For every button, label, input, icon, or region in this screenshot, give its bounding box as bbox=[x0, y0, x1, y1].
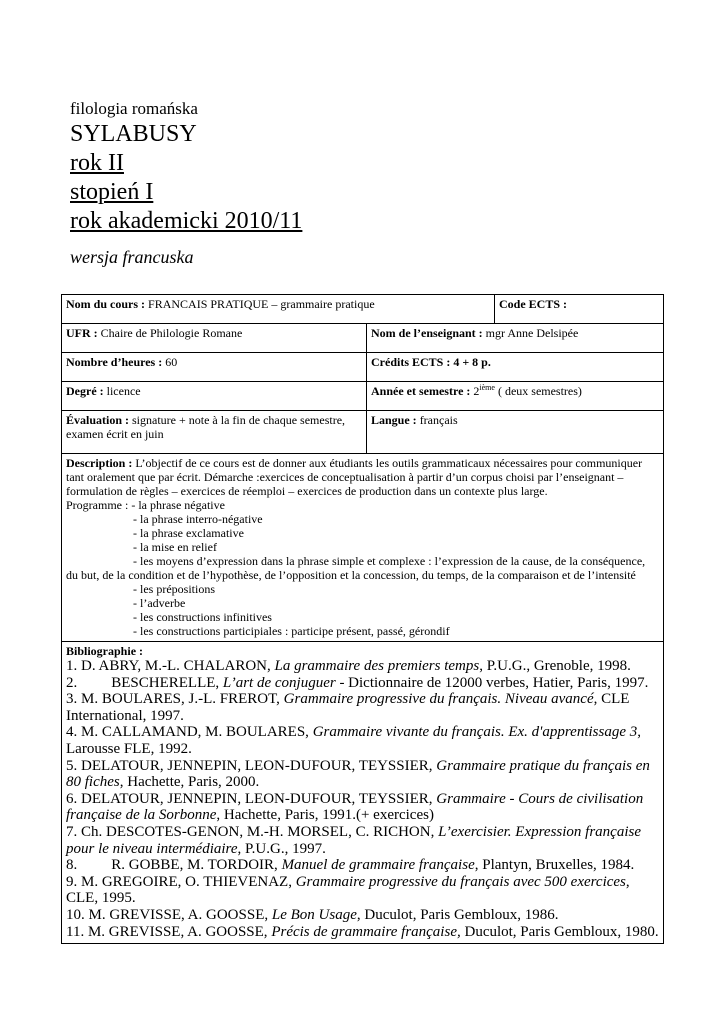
cell-ufr bbox=[62, 324, 367, 353]
bibliography-entry-authors: 10. M. GREVISSE, A. GOOSSE, bbox=[66, 906, 272, 923]
bibliography-entry-title: Grammaire vivante du français. Ex. d'apprentissage 3 bbox=[312, 724, 638, 741]
bibliography-entry-publisher: , CLE International, 1997. bbox=[66, 691, 630, 724]
programme-item: - l’adverbe bbox=[133, 596, 186, 610]
description-text: L’objectif de ce cours est de donner aux étudiants les outils grammaticaux nécessaires pour communiquer tant oralement que par écrit. Démarche :exercices de conceptualisation à partir d’un corpus choisi par l’enseignant – formulation de règles – exercices de réemploi – exercices de production dans un contexte plus large. bbox=[66, 456, 643, 498]
cell-hours bbox=[62, 353, 367, 382]
cell-year-semester bbox=[367, 382, 664, 411]
description-paragraph bbox=[66, 456, 659, 498]
bibliography-entry-title: Le Bon Usage bbox=[271, 906, 357, 923]
evaluation-value: signature + note à la fin de chaque semestre, examen écrit en juin bbox=[66, 413, 346, 441]
bibliography-entry-authors: 6. DELATOUR, JENNEPIN, LEON-DUFOUR, TEYSSIER, bbox=[66, 790, 437, 807]
study-level: stopień I bbox=[70, 179, 154, 205]
bibliography-entry-authors: 7. Ch. DESCOTES-GENON, M.-H. MORSEL, C. RICHON, bbox=[66, 823, 439, 840]
bibliography-entry bbox=[66, 857, 659, 874]
bibliography-entry-authors: R. GOBBE, M. TORDOIR, bbox=[111, 857, 282, 874]
bibliography-entry bbox=[66, 658, 659, 675]
bibliography-entry bbox=[66, 907, 659, 924]
degree-label: Degré : bbox=[66, 384, 104, 398]
bibliography-entry bbox=[66, 675, 659, 692]
bibliography-entry-authors: 8. bbox=[66, 857, 78, 874]
language-value: français bbox=[419, 413, 458, 427]
bibliography-entry bbox=[66, 758, 659, 791]
credits-label: Crédits ECTS : 4 + 8 p. bbox=[371, 355, 491, 369]
year-semester-label: Année et semestre : bbox=[371, 384, 471, 398]
bibliography-entry-publisher: , Duculot, Paris Gembloux, 1986. bbox=[356, 906, 559, 923]
ufr-label: UFR : bbox=[66, 326, 98, 340]
bibliography-entry-title: Grammaire pratique du français en 80 fiches bbox=[66, 757, 650, 791]
bibliography-entry-authors: 1. D. ABRY, M.-L. CHALARON, bbox=[66, 658, 275, 674]
bibliography-entry-title: Précis de grammaire française, bbox=[271, 923, 461, 940]
cell-degree bbox=[62, 382, 367, 411]
programme-item: - la phrase exclamative bbox=[133, 526, 244, 540]
course-name-label: Nom du cours : bbox=[66, 297, 146, 311]
bibliography-entry bbox=[66, 824, 659, 857]
programme-item: - la phrase interro-négative bbox=[133, 512, 263, 526]
bibliography-entry-title: Grammaire progressive du français. Niveau avancé bbox=[283, 691, 594, 708]
bibliography-entry-authors: 5. DELATOUR, JENNEPIN, LEON-DUFOUR, TEYSSIER, bbox=[66, 757, 437, 774]
row-evaluation bbox=[62, 411, 664, 454]
bibliography-entry bbox=[66, 874, 659, 907]
bibliography-entry-publisher: , Plantyn, Bruxelles, 1984. bbox=[474, 857, 635, 874]
programme-item: - les constructions infinitives bbox=[133, 610, 272, 624]
bibliography-entry-title: Manuel de grammaire française bbox=[281, 857, 475, 874]
bibliography-entry-publisher: Duculot, Paris Gembloux, 1980. bbox=[460, 923, 659, 940]
ufr-value: Chaire de Philologie Romane bbox=[100, 326, 243, 340]
version-label: wersja francuska bbox=[70, 247, 194, 267]
year-semester-number: 2 bbox=[473, 384, 480, 398]
bibliography-label: Bibliographie : bbox=[66, 644, 144, 658]
bibliography-entry bbox=[66, 691, 659, 724]
ects-code-label: Code ECTS : bbox=[499, 297, 568, 311]
bibliography-entry bbox=[66, 791, 659, 824]
bibliography-entry bbox=[66, 724, 659, 757]
programme-item: - les prépositions bbox=[133, 582, 215, 596]
row-hours bbox=[62, 353, 664, 382]
bibliography-entry-title: Grammaire - Cours de civilisation française de la Sorbonne bbox=[66, 790, 644, 824]
row-ufr bbox=[62, 324, 664, 353]
cell-course-name bbox=[62, 295, 495, 324]
row-course bbox=[62, 295, 664, 324]
language-label: Langue : bbox=[371, 413, 417, 427]
degree-value: licence bbox=[106, 384, 141, 398]
bibliography-entry-publisher: , CLE, 1995. bbox=[66, 873, 630, 907]
cell-evaluation bbox=[62, 411, 367, 454]
bibliography-entry-authors: BESCHERELLE, bbox=[111, 674, 223, 691]
bibliography-entry-publisher: , P.U.G., 1997. bbox=[237, 840, 326, 857]
bibliography-entry-authors: 4. M. CALLAMAND, M. BOULARES, bbox=[66, 724, 313, 741]
bibliography-entry-authors: 3. M. BOULARES, J.-L. FREROT, bbox=[66, 691, 284, 708]
bibliography-entry-authors: 9. M. GREGOIRE, O. THIEVENAZ, bbox=[66, 873, 296, 890]
bibliography-entry-title: Grammaire progressive du français avec 500 exercices bbox=[295, 873, 626, 890]
hours-label: Nombre d’heures : bbox=[66, 355, 163, 369]
evaluation-label: Évaluation : bbox=[66, 413, 130, 427]
year-semester-ordinal: ième bbox=[479, 383, 495, 392]
cell-teacher bbox=[367, 324, 664, 353]
bibliography-entry-publisher: , Hachette, Paris, 2000. bbox=[119, 774, 260, 791]
bibliography-entry-authors: 11. M. GREVISSE, A. GOOSSE, bbox=[66, 923, 272, 940]
document-title: SYLABUSY bbox=[70, 121, 197, 147]
bibliography-entry-authors: 2. bbox=[66, 674, 78, 691]
cell-description bbox=[62, 454, 664, 642]
row-bibliography bbox=[62, 642, 664, 944]
document-header bbox=[70, 98, 670, 268]
teacher-value: mgr Anne Delsipée bbox=[485, 326, 579, 340]
bibliography-entry-publisher: , Larousse FLE, 1992. bbox=[66, 724, 641, 757]
programme-item: - la mise en relief bbox=[133, 540, 217, 554]
cell-ects-code bbox=[495, 295, 664, 324]
academic-year: rok akademicki 2010/11 bbox=[70, 208, 303, 234]
course-name-value: FRANCAIS PRATIQUE – grammaire pratique bbox=[148, 297, 375, 311]
study-year: rok II bbox=[70, 150, 124, 176]
cell-language bbox=[367, 411, 664, 454]
bibliography-entry-title: L’exercisier. Expression française pour le niveau intermédiaire bbox=[66, 823, 641, 857]
hours-value: 60 bbox=[165, 355, 178, 369]
bibliography-entry-publisher: - Dictionnaire de 12000 verbes, Hatier, Paris, 1997. bbox=[335, 674, 649, 691]
description-label: Description : bbox=[66, 456, 133, 470]
faculty-name: filologia romańska bbox=[70, 99, 198, 118]
bibliography-entry-title: La grammaire des premiers temps bbox=[274, 658, 480, 674]
bibliography-entry-publisher: , P.U.G., Grenoble, 1998. bbox=[479, 658, 631, 674]
bibliography-entry-title: L’art de conjuguer bbox=[222, 674, 336, 691]
year-semester-note: ( deux semestres) bbox=[497, 384, 582, 398]
programme-label: Programme : - la phrase négative bbox=[66, 498, 225, 512]
row-description bbox=[62, 454, 664, 642]
programme-item: - les moyens d’expression dans la phrase simple et complexe : l’expression de la cause, de la conséquence, bbox=[133, 554, 646, 568]
bibliography-entry bbox=[66, 924, 659, 941]
cell-credits bbox=[367, 353, 664, 382]
cell-bibliography bbox=[62, 642, 664, 944]
row-degree bbox=[62, 382, 664, 411]
programme-continuation: du but, de la condition et de l’hypothèse, de l’opposition et la concession, du temps, de la comparaison et de l’intensité bbox=[66, 568, 636, 582]
bibliography-entry-publisher: , Hachette, Paris, 1991.(+ exercices) bbox=[216, 807, 434, 824]
teacher-label: Nom de l’enseignant : bbox=[371, 326, 483, 340]
bibliography-list bbox=[66, 658, 659, 940]
programme-item: - les constructions participiales : participe présent, passé, gérondif bbox=[133, 624, 450, 638]
syllabus-table bbox=[61, 294, 664, 944]
